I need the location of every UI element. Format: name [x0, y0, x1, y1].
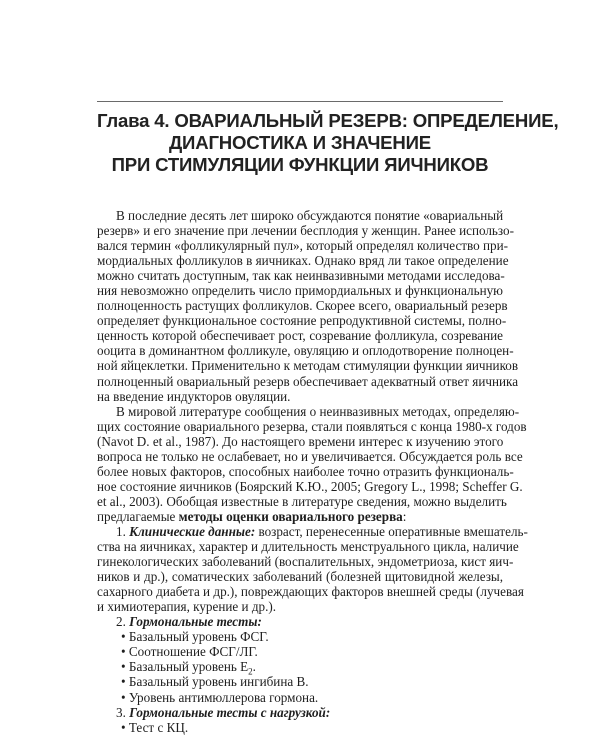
bullet-text: .: [252, 659, 256, 675]
methods-heading: методы оценки овариального резерва: [178, 508, 403, 524]
text-line: et al., 2003). Обобщая известные в литературе сведения, можно выделить: [97, 493, 507, 509]
text-line: В мировой литературе сообщения о неинвазивных методах, определяю-: [116, 403, 520, 419]
list-item-load-tests: [97, 705, 503, 735]
bullet-text: Уровень антимюллерова гормона.: [128, 689, 319, 705]
bullet-text: Базальный уровень E: [128, 659, 249, 675]
chapter-title-line: Глава 4. ОВАРИАЛЬНЫЙ РЕЗЕРВ: ОПРЕДЕЛЕНИЕ,: [97, 110, 559, 131]
text-line: ства на яичниках, характер и длительность менструального цикла, наличие: [97, 539, 519, 555]
text-line: более новых факторов, способных наиболее точно отразить функциональ-: [97, 463, 514, 479]
text-line: ной яйцеклетки. Применительно к методам стимуляции функции яичников: [97, 358, 519, 374]
chapter-title: [97, 110, 559, 176]
text-line: резерв» и его значение при лечении бесплодия у женщин. Ранее использо-: [97, 223, 514, 239]
text-line: мордиальных фолликулов в яичниках. Однако вряд ли такое определение: [97, 253, 509, 269]
text-line: и химиотерапия, курение и др.).: [97, 599, 277, 615]
bullet-item: [97, 644, 503, 659]
header-rule: [97, 101, 503, 102]
text-line: полноценный овариальный резерв обеспечивает адекватный ответ яичника: [97, 373, 519, 389]
text-line: можно считать доступным, так как неинвазивными методами исследова-: [97, 268, 505, 284]
text-line: ния невозможно определить число примордиальных и функциональную: [97, 283, 503, 299]
paragraph-literature: [97, 403, 527, 524]
bullet-item: [97, 720, 503, 735]
text-line: [97, 705, 503, 720]
text-run: возраст, перенесенные оперативные вмешатель-: [255, 523, 528, 539]
bullet-icon: •: [121, 719, 126, 735]
bullet-icon: •: [121, 629, 126, 645]
text-line: [97, 523, 528, 539]
bullet-item: [97, 674, 503, 689]
text-line: В последние десять лет широко обсуждаются понятие «овариальный: [116, 208, 504, 223]
text-run: :: [402, 508, 407, 524]
bullet-icon: •: [121, 659, 126, 675]
chapter-title-line: ПРИ СТИМУЛЯЦИИ ФУНКЦИИ ЯИЧНИКОВ: [111, 154, 489, 175]
bullet-text: Базальный уровень ингибина B.: [128, 674, 309, 690]
bullet-text: Соотношение ФСГ/ЛГ.: [128, 644, 258, 660]
text-line: сахарного диабета и др.), повреждающих факторов внешней среды (лучевая: [97, 584, 524, 600]
text-line: ников и др.), соматических заболеваний (болезней щитовидной железы,: [97, 569, 503, 585]
list-item-clinical: [97, 523, 528, 615]
subscript: 2: [248, 667, 253, 678]
text-line: определяет функциональное состояние репродуктивной системы, полно-: [97, 313, 507, 329]
text-line: (Navot D. et al., 1987). До настоящего времени интерес к изучению этого: [97, 433, 504, 449]
body-text: [97, 208, 528, 735]
item-number: 1.: [116, 523, 130, 539]
text-line: вался термин «фолликулярный пул», который определял количество при-: [97, 238, 508, 254]
bullet-text: Тест с КЦ.: [128, 719, 189, 735]
item-number: 2.: [116, 614, 130, 630]
text-run: предлагаемые: [97, 508, 179, 524]
item-label: Клинические данные:: [129, 523, 256, 539]
bullet-icon: •: [121, 689, 126, 705]
text-line: вопроса не только не ослабевает, но и увеличивается. Обсуждается роль все: [97, 448, 523, 464]
text-line: [97, 509, 503, 524]
bullet-item: [97, 659, 503, 678]
bullet-icon: •: [121, 644, 126, 660]
list-item-hormonal: [97, 614, 503, 704]
text-line: ценность которой обеспечивает рост, созревание фолликула, созревание: [97, 328, 503, 344]
item-number: 3.: [116, 704, 130, 720]
text-line: ное состояние яичников (Боярский К.Ю., 2005; Gregory L., 1998; Scheffer G.: [97, 478, 523, 494]
text-line: на введение индукторов овуляции.: [97, 388, 291, 404]
bullet-item: [97, 690, 503, 705]
item-label: Гормональные тесты с нагрузкой:: [129, 704, 331, 720]
text-line: гинекологических заболеваний (воспалительных, эндометриоза, кист яич-: [97, 554, 514, 570]
bullet-icon: •: [121, 674, 126, 690]
text-line: щих состояние овариального резерва, стали появляться с конца 1980-х годов: [97, 418, 527, 434]
text-line: ооцита в доминантном фолликуле, овуляцию и оплодотворение полноцен-: [97, 343, 514, 359]
bullet-text: Базальный уровень ФСГ.: [128, 629, 269, 645]
chapter-title-line: ДИАГНОСТИКА И ЗНАЧЕНИЕ: [169, 132, 431, 153]
text-line: [97, 614, 503, 629]
text-line: полноценность растущих фолликулов. Скорее всего, овариальный резерв: [97, 298, 508, 314]
item-label: Гормональные тесты:: [129, 614, 262, 630]
paragraph-intro: [97, 208, 519, 404]
bullet-item: [97, 629, 503, 644]
